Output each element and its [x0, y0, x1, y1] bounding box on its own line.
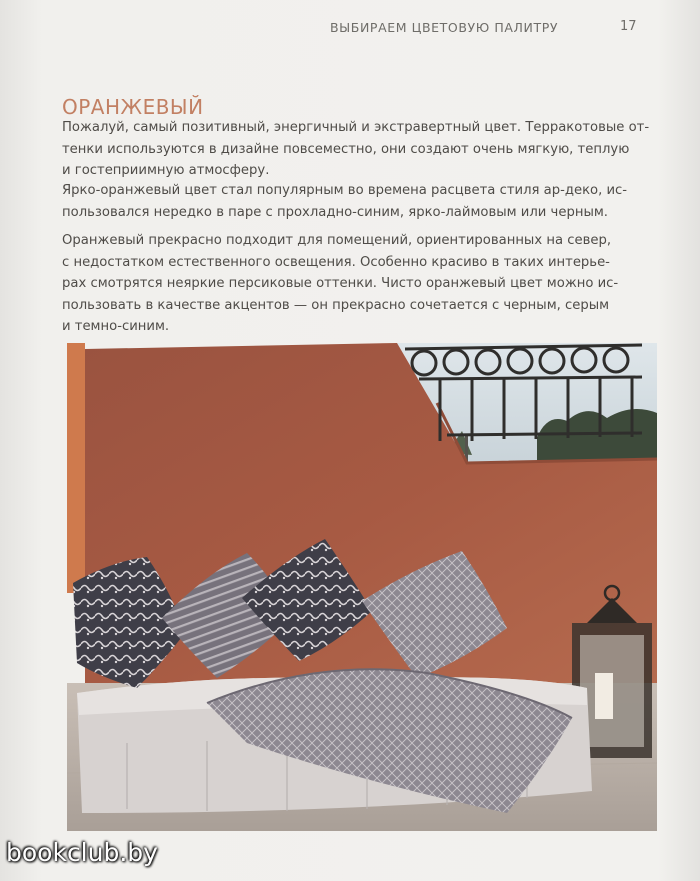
text-line: Оранжевый прекрасно подходит для помещений, ориентированных на север,	[62, 233, 612, 248]
text-line: и темно-синим.	[62, 319, 170, 334]
paragraph-2	[62, 180, 638, 223]
text-line: рах смотрятся неяркие персиковые оттенки. Чисто оранжевый цвет можно ис-	[62, 276, 619, 291]
section-heading: ОРАНЖЕВЫЙ	[62, 95, 204, 119]
text-line: тенки используются в дизайне повсеместно, они создают очень мягкую, теплую	[62, 141, 630, 157]
watermark: bookclub.by	[6, 838, 158, 867]
text-line: пользовался нередко в паре с прохладно-синим, ярко-лаймовым или черным.	[62, 204, 608, 220]
text-line: с недостатком естественного освещения. Особенно красиво в таких интерье-	[62, 254, 610, 270]
text-line: и гостеприимную атмосферу.	[62, 163, 270, 178]
text-line: Пожалуй, самый позитивный, энергичный и экстравертный цвет. Терракотовые от-	[62, 120, 650, 135]
text-line: пользовать в качестве акцентов — он прекрасно сочетается с черным, серым	[62, 297, 610, 313]
paragraph-1	[62, 117, 650, 182]
text-line: Ярко-оранжевый цвет стал популярным во времена расцвета стиля ар-деко, ис-	[62, 183, 628, 198]
interior-photo	[67, 343, 657, 831]
paragraph-3	[62, 230, 638, 338]
running-title: ВЫБИРАЕМ ЦВЕТОВУЮ ПАЛИТРУ	[330, 20, 559, 35]
page-number: 17	[620, 19, 637, 34]
